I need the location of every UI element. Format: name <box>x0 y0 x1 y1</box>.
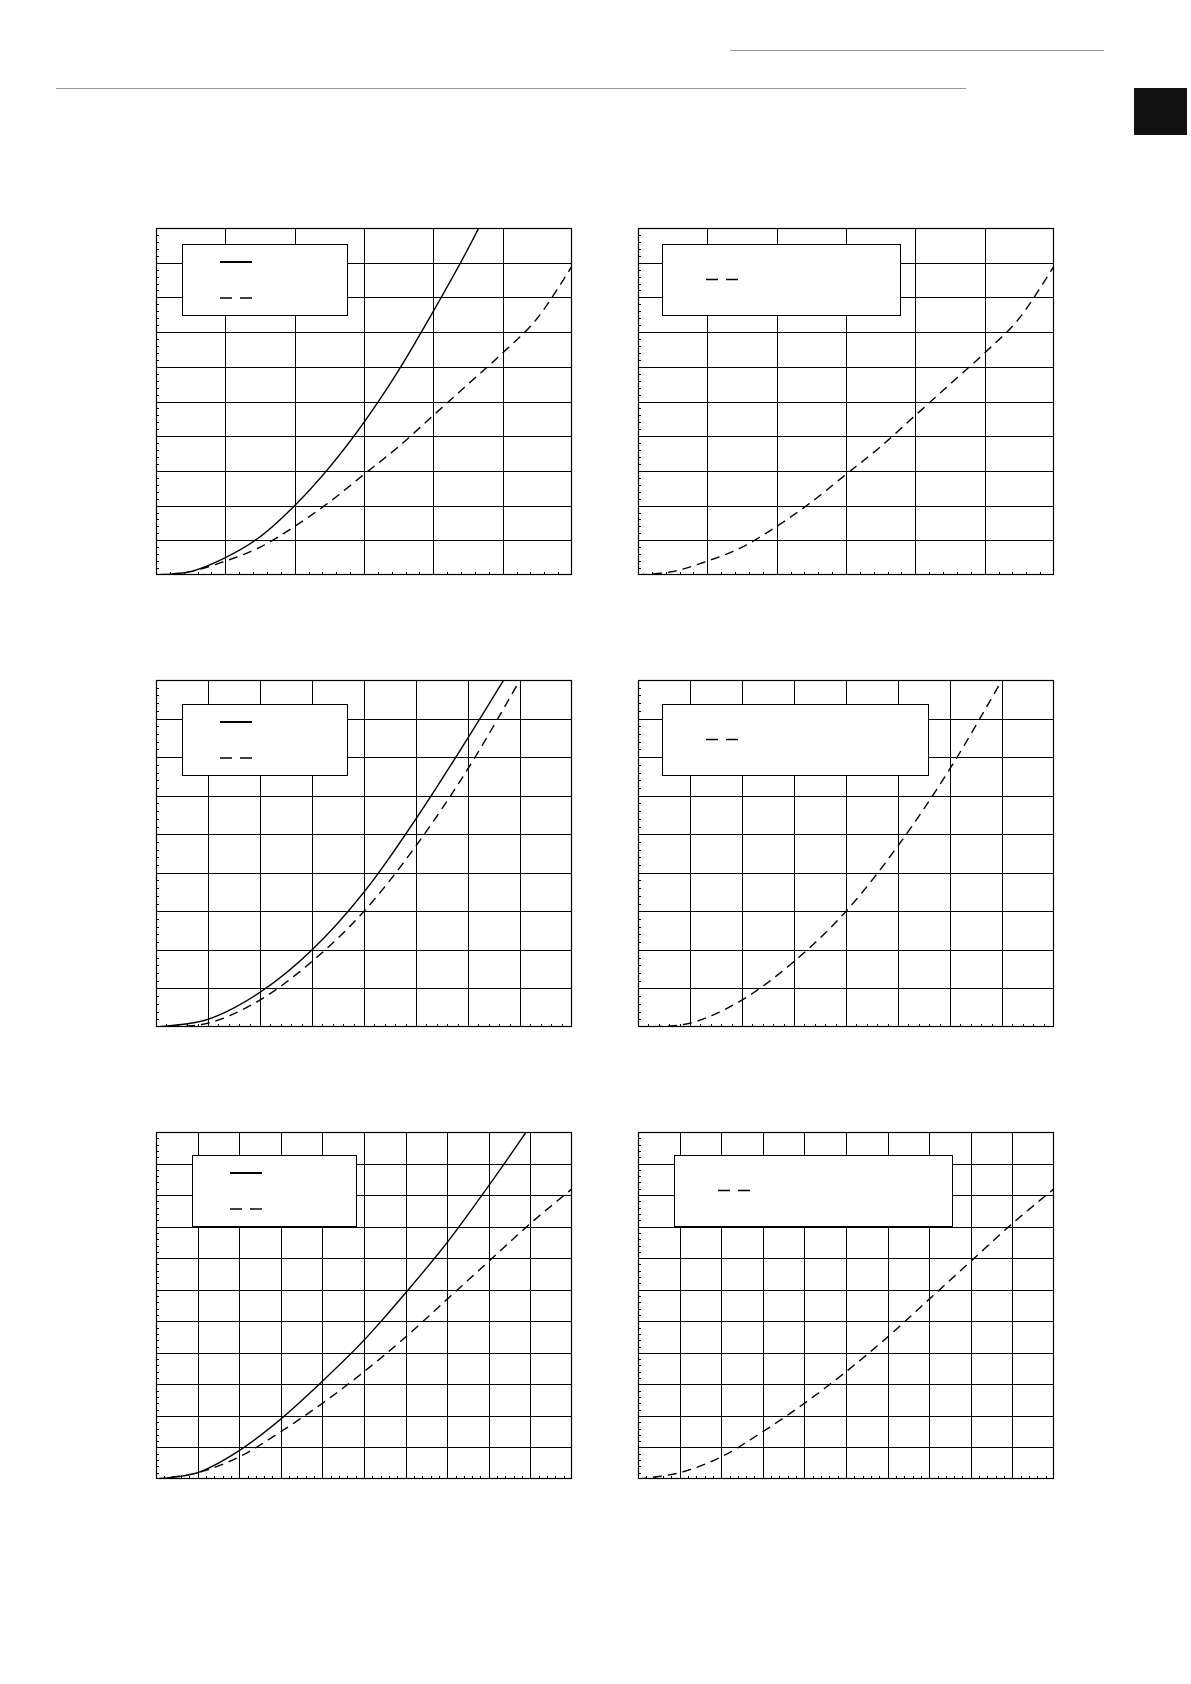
legend-box <box>675 1156 953 1227</box>
chart-top-left <box>156 228 572 575</box>
legend <box>663 245 901 316</box>
legend-box <box>183 705 348 776</box>
legend <box>183 705 348 776</box>
legend <box>183 245 348 316</box>
legend <box>193 1156 357 1227</box>
section-tab-marker <box>1134 88 1187 135</box>
legend-box <box>663 245 901 316</box>
chart-top-right <box>638 228 1054 575</box>
header-rule-short <box>730 50 1104 51</box>
legend <box>675 1156 953 1227</box>
legend <box>663 705 929 776</box>
chart-bottom-left <box>156 1132 572 1479</box>
chart-middle-left <box>156 680 572 1027</box>
header-rule-long <box>56 88 966 89</box>
legend-box <box>193 1156 357 1227</box>
chart-middle-right <box>638 680 1054 1027</box>
series-solid-line <box>156 103 537 575</box>
chart-bottom-right <box>638 1132 1054 1479</box>
legend-box <box>183 245 348 316</box>
legend-box <box>663 705 929 776</box>
